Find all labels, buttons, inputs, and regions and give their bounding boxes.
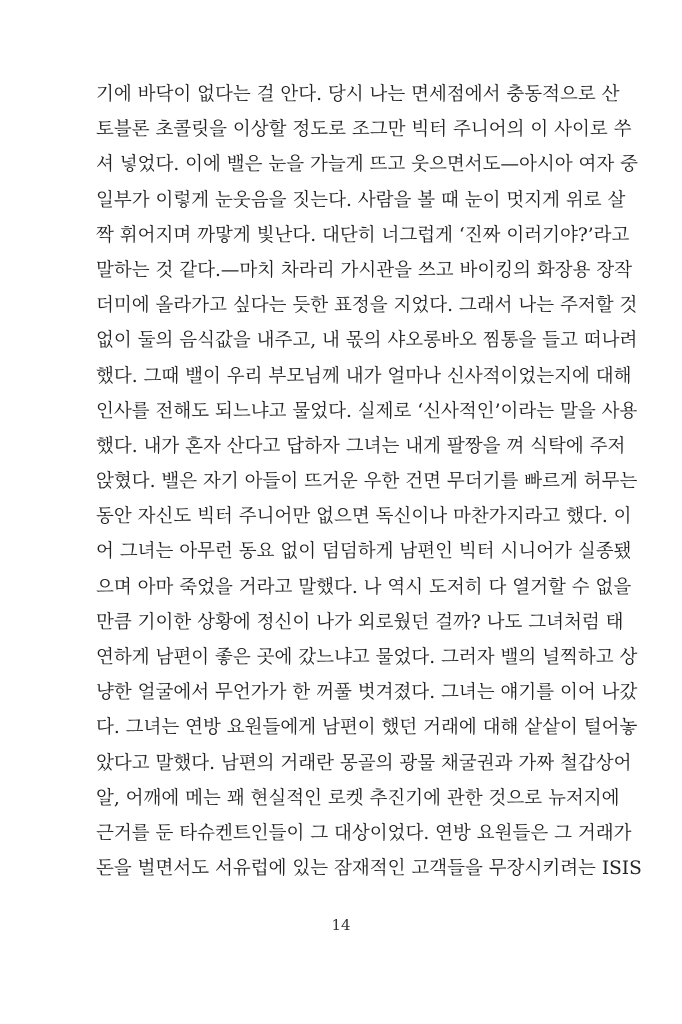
text-line: 어 그녀는 아무런 동요 없이 덤덤하게 남편인 빅터 시니어가 실종됐	[96, 541, 632, 563]
text-line: 돈을 벌면서도 서유럽에 있는 잠재적인 고객들을 무장시키려는 ISIS	[96, 858, 642, 880]
page-number: 14	[331, 916, 351, 934]
text-line: 토블론 초콜릿을 이상할 정도로 조그만 빅터 주니어의 이 사이로 쑤	[96, 119, 632, 141]
text-line: 으며 아마 죽었을 거라고 말했다. 나 역시 도저히 다 열거할 수 없을	[96, 576, 632, 598]
text-line: 기에 바닥이 없다는 걸 안다. 당시 나는 면세점에서 충동적으로 산	[96, 84, 620, 105]
text-line: 앉혔다. 밸은 자기 아들이 뜨거운 우한 건면 무더기를 빠르게 허무는	[96, 471, 638, 493]
text-line: 더미에 올라가고 싶다는 듯한 표정을 지었다. 그래서 나는 주저할 것	[96, 295, 638, 317]
text-line: 동안 자신도 빅터 주니어만 없으면 독신이나 마찬가지라고 했다. 이	[96, 506, 632, 528]
text-line: 냥한 얼굴에서 무언가가 한 꺼풀 벗겨졌다. 그녀는 얘기를 이어 나갔	[96, 682, 638, 704]
text-line: 했다. 그때 밸이 우리 부모님께 내가 얼마나 신사적이었는지에 대해	[96, 365, 632, 387]
text-line: 연하게 남편이 좋은 곳에 갔느냐고 물었다. 그러자 밸의 널찍하고 상	[96, 647, 638, 668]
body-text	[96, 77, 642, 886]
text-line: 알, 어깨에 메는 꽤 현실적인 로켓 추진기에 관한 것으로 뉴저지에	[96, 787, 620, 809]
text-line: 만큼 기이한 상황에 정신이 나가 외로웠던 걸까? 나도 그녀처럼 태	[96, 611, 624, 633]
text-line: 근거를 둔 타슈켄트인들이 그 대상이었다. 연방 요원들은 그 거래가	[96, 822, 632, 844]
text-line: 없이 둘의 음식값을 내주고, 내 몫의 샤오롱바오 찜통을 들고 떠나려	[96, 330, 638, 352]
text-line: 했다. 내가 혼자 산다고 답하자 그녀는 내게 팔짱을 껴 식탁에 주저	[96, 435, 626, 457]
text-line: 인사를 전해도 되느냐고 물었다. 실제로 ‘신사적인’이라는 말을 사용	[96, 400, 638, 422]
text-line: 일부가 이렇게 눈웃음을 짓는다. 사람을 볼 때 눈이 멋지게 위로 살	[96, 189, 626, 211]
text-line: 말하는 것 같다.—마치 차라리 가시관을 쓰고 바이킹의 화장용 장작	[96, 259, 633, 281]
text-line: 았다고 말했다. 남편의 거래란 몽골의 광물 채굴권과 가짜 철갑상어	[96, 752, 632, 774]
text-line: 셔 넣었다. 이에 밸은 눈을 가늘게 뜨고 웃으면서도—아시아 여자 중	[96, 154, 638, 176]
text-line: 다. 그녀는 연방 요원들에게 남편이 했던 거래에 대해 샅샅이 털어놓	[96, 717, 638, 739]
text-line: 짝 휘어지며 까맣게 빛난다. 대단히 너그럽게 ‘진짜 이러기야?’라고	[96, 224, 630, 246]
